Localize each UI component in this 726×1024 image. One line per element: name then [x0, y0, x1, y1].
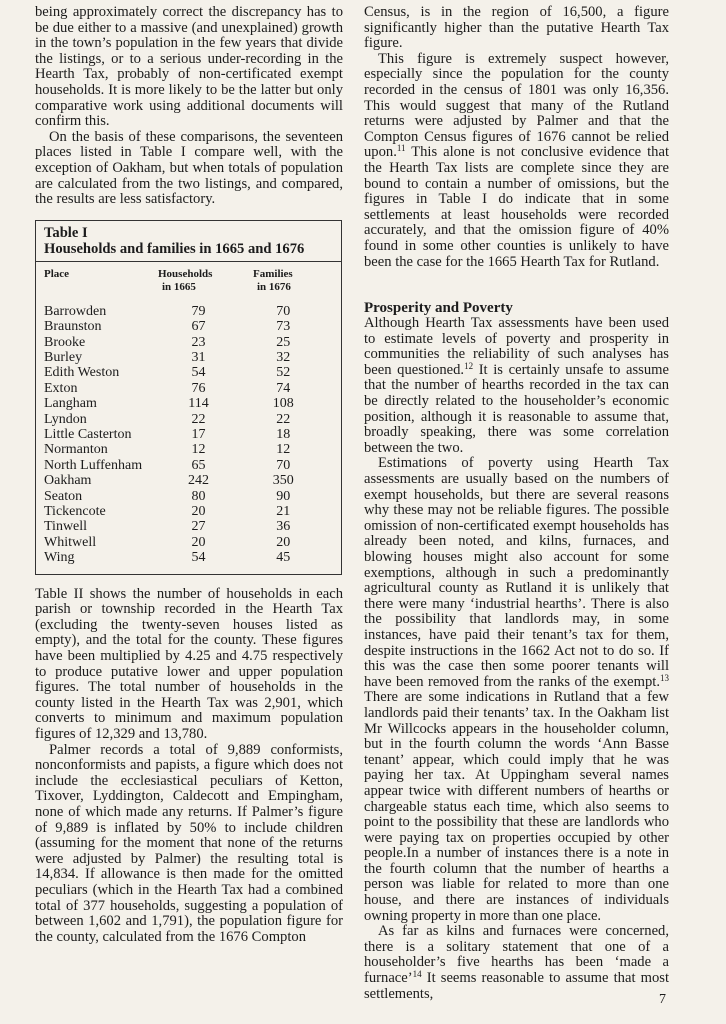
cell-place: Exton	[44, 380, 78, 396]
cell-households: 114	[188, 396, 209, 412]
cell-place: Braunston	[44, 319, 102, 335]
cell-families: 22	[276, 411, 291, 427]
text-run: There are some indications in Rutland that a few landlords paid their tenants’ tax. In the Oakham list Mr Willcocks appears in the householder column, but in the fourth column the words ‘Ann Basse tenant’ appear, which could imply that he was paying her tax. At Uppingham several names appear twice with different numbers of hearths or chargeable status each time, which also seems to point to the possibility that these are landlords who were paying tax on properties occupied by other people.In a number of instances there is a note in the fourth column that the number of hearths a person was liable for related to more than one house, and there are instances of individuals owning property in more than one place.	[364, 689, 669, 924]
paragraph	[364, 924, 669, 1002]
table-row	[44, 350, 333, 365]
table-row	[44, 365, 333, 380]
cell-place: Oakham	[44, 473, 92, 489]
cell-place: Tinwell	[44, 519, 88, 535]
table-row	[44, 473, 333, 488]
footnote-ref: 12	[464, 360, 474, 371]
header-place: Place	[44, 267, 70, 280]
cell-families: 73	[276, 319, 291, 335]
cell-households: 12	[191, 442, 206, 458]
cell-place: Lyndon	[44, 411, 87, 427]
cell-households: 22	[191, 411, 206, 427]
right-column	[364, 5, 669, 1002]
header-households-line2: in 1665	[162, 280, 196, 293]
table-i	[35, 220, 342, 575]
spacer	[364, 286, 669, 300]
cell-families: 36	[276, 519, 291, 535]
text-run: Estimations of poverty using Hearth Tax assessments are usually based on the numbers of exempt households, but there are several reasons why these may not be reliable figures. The possible omission of non-certificated exempt households has already been noted, and kilns, furnaces, and blowing houses might also account for some exemptions, although in such a predominantly agricultural county as Rutland it is unlikely that there were many ‘industrial hearths’. There is also the possibility that landlords may, in some instances, have paid their tenant’s tax for them, despite instructions in the 1662 Act not to do so. If this was the case then some poorer tenants will have been removed from the ranks of the exempt.	[364, 455, 669, 690]
cell-families: 70	[276, 303, 291, 319]
text-run: It seems reasonable to assume that most settlements,	[364, 970, 669, 1002]
table-rows	[44, 304, 333, 566]
cell-place: Burley	[44, 349, 83, 365]
text-run: This alone is not conclusive evidence that the Hearth Tax lists are complete since they are bound to contain a number of omissions, but the figures in Table I do indicate that in some settlements at least households were recorded accurately, and that the omission figure of 40% found in some other counties is unlikely to have been the case for the 1665 Hearth Tax for Rutland.	[364, 144, 669, 270]
paragraph: Census, is in the region of 16,500, a figure significantly higher than the putative Hearth Tax figure.	[364, 4, 669, 52]
page-number: 7	[659, 992, 666, 1007]
table-row	[44, 489, 333, 504]
table-subtitle: Households and families in 1665 and 1676	[44, 240, 305, 257]
cell-households: 20	[191, 534, 206, 550]
table-row	[44, 550, 333, 565]
table-row	[44, 535, 333, 550]
table-row	[44, 381, 333, 396]
footnote-ref: 13	[660, 672, 669, 683]
text-run: As far as kilns and furnaces were concerned, there is a solitary statement that one of a householder’s five hearths has been ‘made a furnace’	[364, 923, 669, 987]
footnote-ref: 11	[396, 143, 406, 154]
cell-families: 32	[276, 349, 291, 365]
cell-families: 350	[272, 473, 294, 489]
cell-households: 23	[191, 334, 206, 350]
cell-families: 25	[276, 334, 291, 350]
cell-households: 54	[191, 550, 206, 566]
table-header-row	[44, 268, 333, 304]
cell-households: 65	[191, 457, 206, 473]
text-run: It is certainly unsafe to assume that the number of hearths recorded in the tax can be directly related to the householder’s economic position, although it is reasonable to assume that, broadly speaking, there was some correlation between the two.	[364, 361, 669, 456]
cell-households: 54	[191, 365, 206, 381]
cell-households: 79	[191, 303, 206, 319]
cell-households: 20	[191, 504, 206, 519]
cell-families: 12	[276, 442, 291, 458]
cell-place: Normanton	[44, 442, 108, 458]
cell-households: 67	[191, 319, 206, 335]
cell-households: 80	[191, 488, 206, 504]
table-row	[44, 396, 333, 411]
cell-families: 70	[276, 457, 291, 473]
paragraph: Table II shows the number of households in each parish or township recorded in the Hearth Tax (excluding the twenty-seven houses listed as empty), and the total for the county. These figures have been multiplied by 4.25 and 4.75 respectively to produce putative lower and upper population figures. The total number of households in the county listed in the Hearth Tax was 2,901, which converts to minimum and maximum population figures of 12,329 and 13,780.	[35, 585, 343, 742]
cell-families: 18	[276, 426, 291, 442]
cell-families: 90	[276, 488, 291, 504]
left-column	[35, 5, 343, 945]
cell-families: 20	[276, 534, 291, 550]
cell-place: Little Casterton	[44, 426, 132, 442]
paragraph	[364, 316, 669, 456]
header-families-line2: in 1676	[257, 280, 291, 293]
cell-place: Edith Weston	[44, 365, 120, 381]
paragraph: On the basis of these comparisons, the seventeen places listed in Table I compare well, with the exception of Oakham, but when totals of population are calculated from the two listings, and compared, the results are less satisfactory.	[35, 128, 343, 208]
paragraph: Palmer records a total of 9,889 conformists, nonconformists and papists, a figure which does not include the ecclesiastical peculiars of Ketton, Tixover, Lyddington, Caldecott and Empingham, none of which made any returns. If Palmer’s figure of 9,889 is inflated by 50% to include children (assuming for the moment that none of the returns were adjusted by Palmer) the resulting total is 14,834. If allowance is then made for the omitted peculiars (which in the Hearth Tax had a combined total of 377 households, suggesting a population of between 1,602 and 1,791), the population figure for the county, calculated from the 1676 Compton	[35, 741, 343, 945]
cell-households: 242	[187, 473, 209, 489]
cell-place: Seaton	[44, 488, 83, 504]
table-row	[44, 427, 333, 442]
text-run: This figure is extremely suspect however, especially since the population for the county recorded in the census of 1801 was only 16,356. This would suggest that many of the Rutland returns were adjusted by Palmer and that the Compton Census figures of 1676 cannot be relied upon.	[364, 50, 669, 161]
cell-families: 108	[272, 396, 294, 412]
table-row	[44, 335, 333, 350]
cell-place: Barrowden	[44, 303, 107, 319]
cell-households: 76	[191, 380, 206, 396]
section-heading: Prosperity and Poverty	[364, 300, 513, 317]
paragraph	[364, 52, 669, 270]
paragraph	[364, 456, 669, 924]
paragraph: being approximately correct the discrepancy has to be due either to a massive (and unexplained) growth in the town’s population in the few years that divide the listings, or to a serious under-recording in the Hearth Tax, probably of non-certificated exempt households. It is more likely to be the latter but only comparative work using additional documents will confirm this.	[35, 4, 343, 130]
table-row	[44, 458, 333, 473]
cell-households: 17	[191, 426, 206, 442]
cell-place: Tickencote	[44, 504, 106, 519]
cell-households: 27	[191, 519, 206, 535]
table-row	[44, 504, 333, 519]
spacer	[364, 270, 669, 286]
footnote-ref: 14	[412, 969, 422, 980]
header-families	[243, 268, 333, 304]
table-title-block	[36, 221, 341, 262]
cell-place: Langham	[44, 396, 97, 412]
cell-families: 52	[276, 365, 291, 381]
cell-place: Wing	[44, 550, 75, 566]
header-households	[154, 268, 243, 304]
cell-families: 21	[276, 504, 291, 519]
header-households-line1: Households	[158, 267, 213, 280]
text-run: Although Hearth Tax assessments have been used to estimate levels of poverty and prosperity in communities the reliability of such analyses has been questioned.	[364, 315, 669, 378]
cell-households: 31	[191, 349, 206, 365]
cell-families: 45	[276, 550, 291, 566]
table-row	[44, 519, 333, 534]
table-row	[44, 304, 333, 319]
table-title: Table I	[44, 224, 88, 241]
cell-place: Brooke	[44, 334, 86, 350]
cell-families: 74	[276, 380, 291, 396]
table-row	[44, 412, 333, 427]
cell-place: Whitwell	[44, 534, 97, 550]
table-row	[44, 319, 333, 334]
cell-place: North Luffenham	[44, 457, 143, 473]
table-row	[44, 442, 333, 457]
table-body	[36, 262, 341, 574]
header-families-line1: Families	[253, 267, 293, 280]
